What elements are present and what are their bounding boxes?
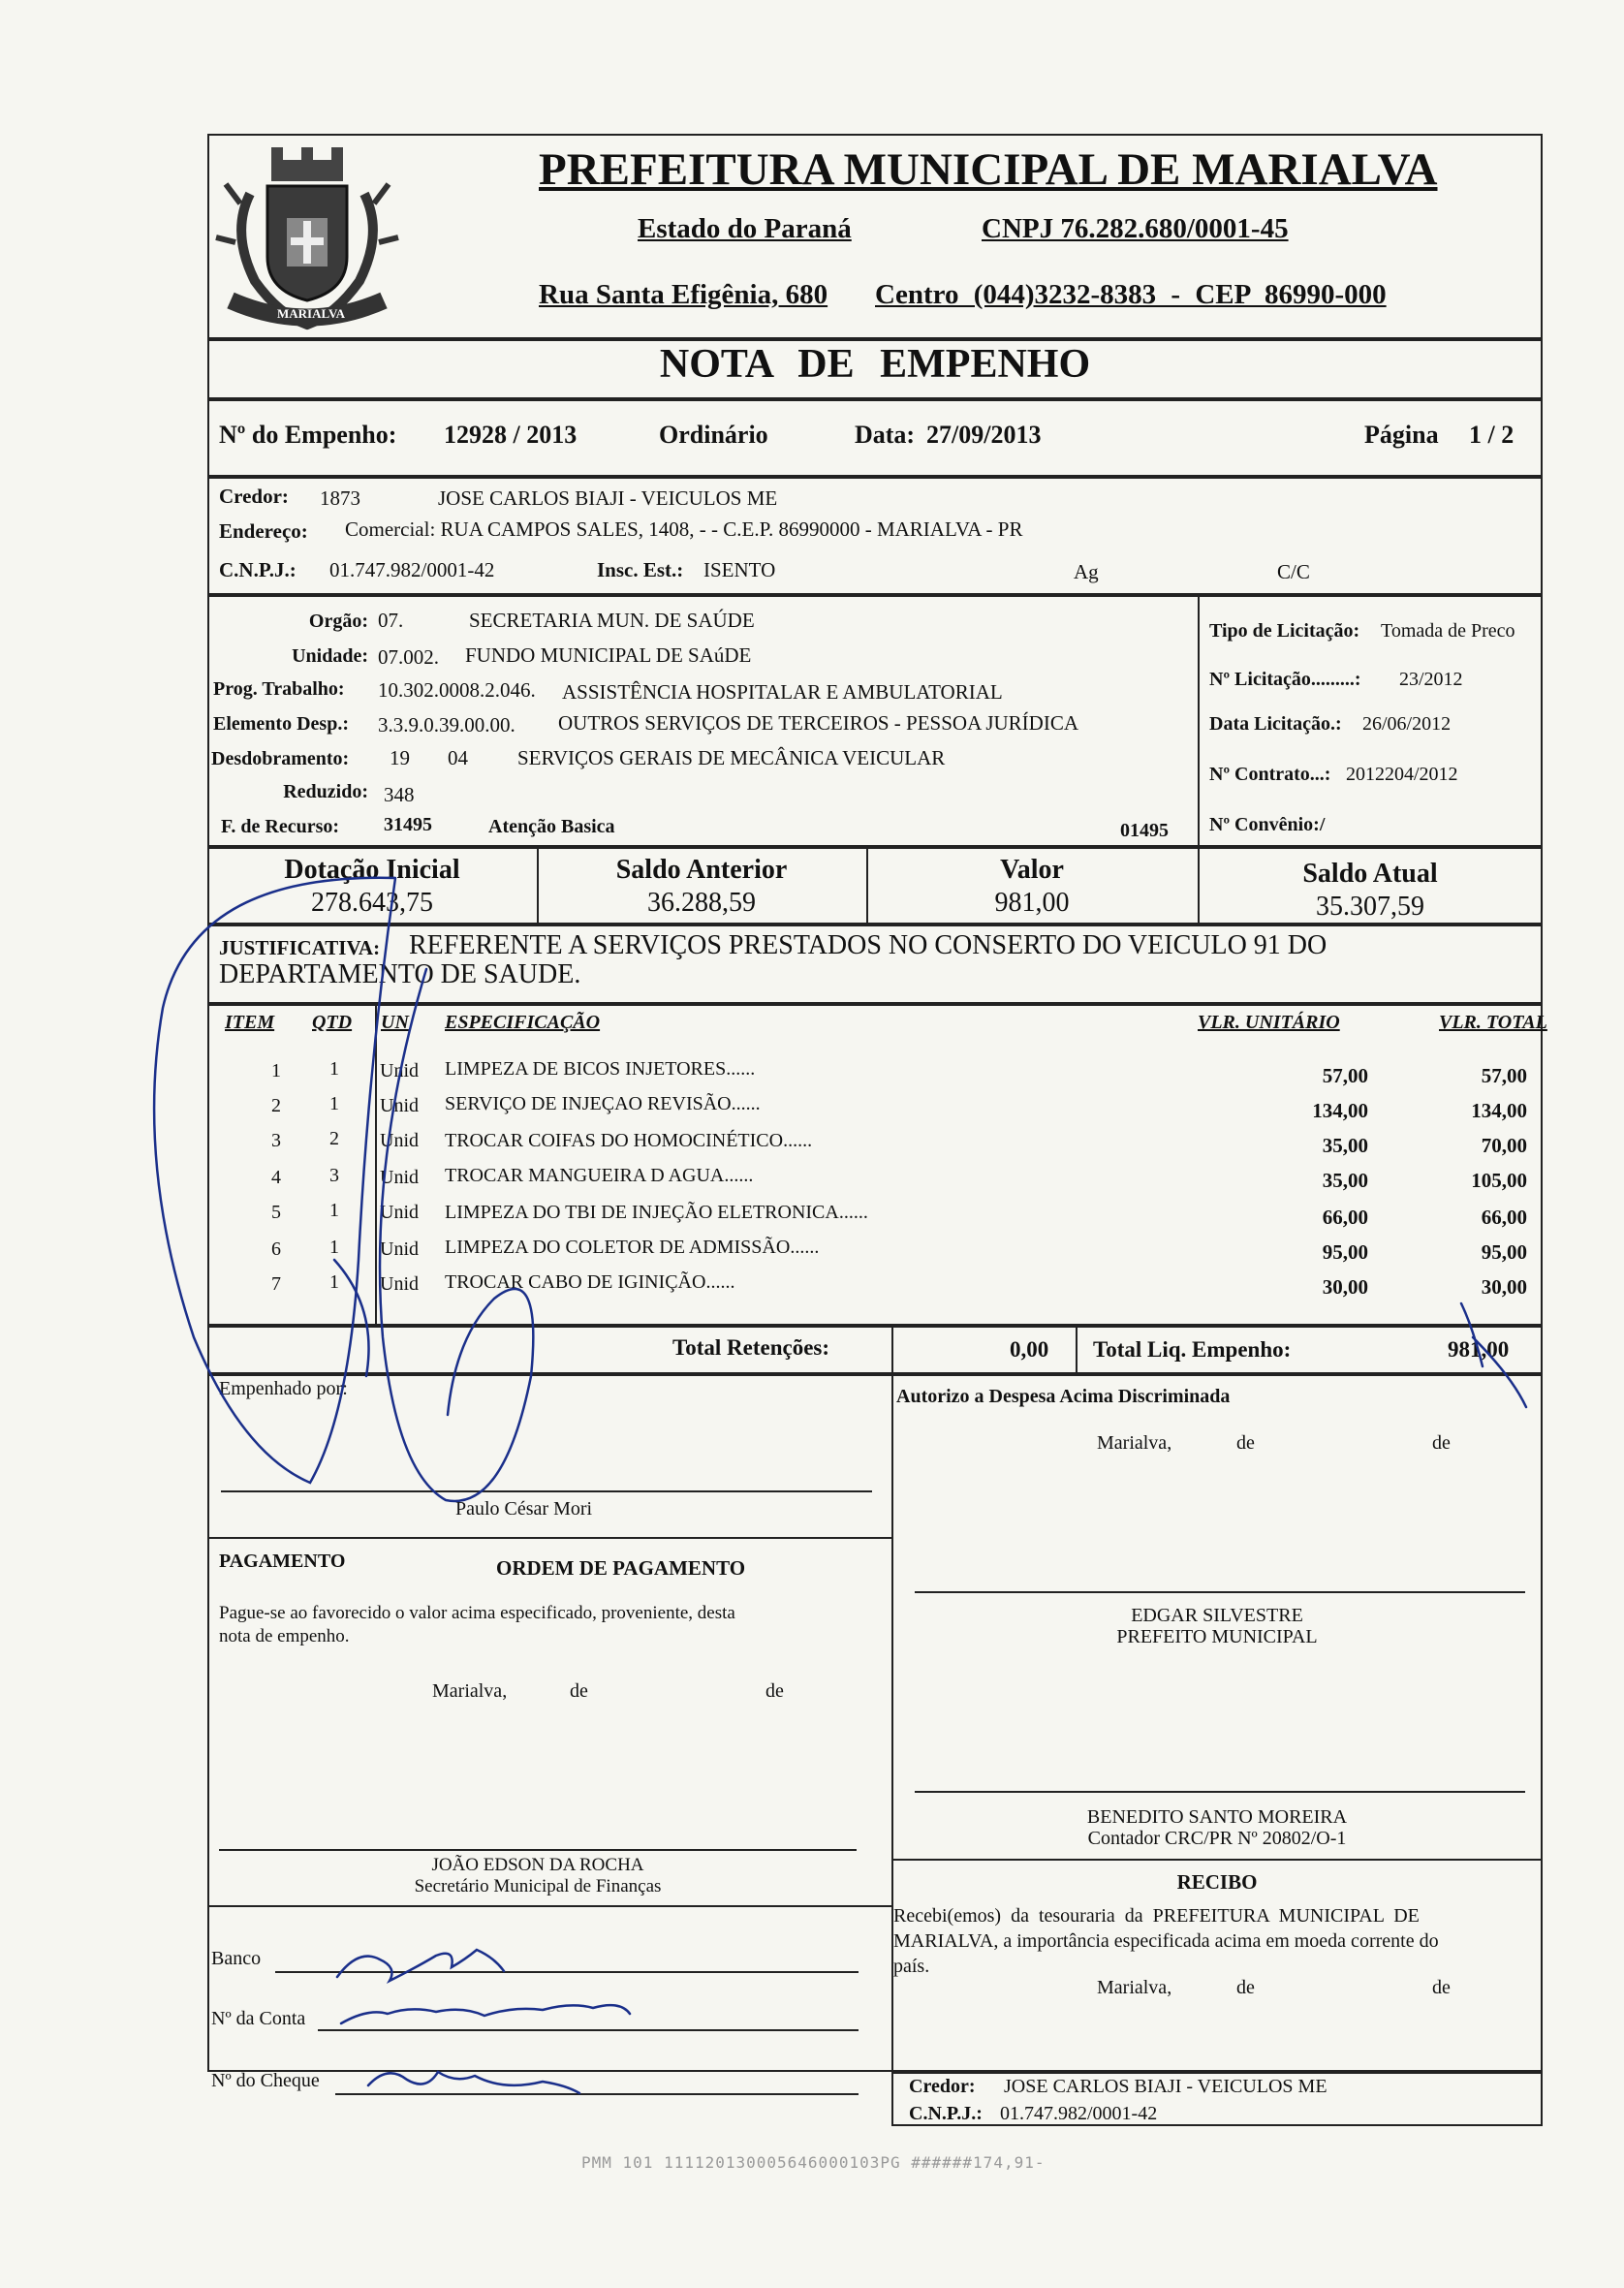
- item-qtd: 1: [329, 1200, 339, 1221]
- item-number: 5: [271, 1202, 281, 1223]
- item-total: 30,00: [1481, 1275, 1527, 1299]
- recibo-top-divider: [891, 1859, 1543, 1861]
- item-un: Unid: [380, 1060, 419, 1081]
- valor-value: 981,00: [994, 888, 1070, 918]
- recibo-place: Marialva,: [1097, 1977, 1172, 1998]
- item-number: 4: [271, 1167, 281, 1188]
- item-number: 3: [271, 1130, 281, 1151]
- recibo-cnpj: 01.747.982/0001-42: [1000, 2103, 1158, 2124]
- empenho-date-label: Data:: [855, 421, 916, 449]
- dotacao-label: Dotação Inicial: [284, 855, 460, 885]
- item-total: 95,00: [1481, 1240, 1527, 1264]
- elem-label: Elemento Desp.:: [213, 713, 349, 735]
- creditor-ag-label: Ag: [1074, 560, 1099, 583]
- item-unit-price: 35,00: [1322, 1169, 1368, 1192]
- item-unit-price: 35,00: [1322, 1134, 1368, 1157]
- elem-name: OUTROS SERVIÇOS DE TERCEIROS - PESSOA JURÍDICA: [558, 711, 1079, 735]
- cheque-line: [335, 2093, 859, 2095]
- convenio-label: Nº Convênio:/: [1209, 814, 1326, 835]
- desd-code: 19: [390, 746, 410, 769]
- elem-code: 3.3.9.0.39.00.00.: [378, 713, 515, 737]
- empenhado-signature-line: [221, 1490, 872, 1492]
- empenho-number: 12928 / 2013: [444, 421, 578, 449]
- item-qtd: 2: [329, 1128, 339, 1149]
- item-total: 134,00: [1471, 1099, 1527, 1122]
- total-retencoes-label: Total Retenções:: [672, 1335, 830, 1360]
- banco-label: Banco: [211, 1948, 262, 1969]
- unidade-code: 07.002.: [378, 645, 439, 669]
- tipo-licitacao: Tomada de Preco: [1381, 620, 1515, 642]
- recibo-cnpj-label: C.N.P.J.:: [909, 2103, 983, 2124]
- creditor-cc-label: C/C: [1277, 560, 1310, 583]
- cheque-label: Nº do Cheque: [211, 2070, 320, 2091]
- item-spec: TROCAR MANGUEIRA D AGUA......: [445, 1165, 754, 1186]
- recurso-label: F. de Recurso:: [221, 816, 340, 837]
- footer-stamp: PMM 101 111120130005646000103PG ######174,91-: [581, 2153, 1046, 2172]
- reduzido-label: Reduzido:: [283, 781, 368, 802]
- saldo-atual-value: 35.307,59: [1316, 892, 1424, 922]
- licitacao-data: 26/06/2012: [1362, 713, 1452, 735]
- pagamento-text-1: Pague-se ao favorecido o valor acima especificado, proveniente, desta: [219, 1603, 735, 1623]
- conta-line: [318, 2029, 859, 2031]
- totals-divider-2: [1076, 1326, 1077, 1374]
- licitacao-data-label: Data Licitação.:: [1209, 713, 1342, 735]
- items-col-item: ITEM: [225, 1012, 275, 1033]
- autorizo-de-2: de: [1432, 1432, 1451, 1454]
- totals-divider-1: [891, 1326, 893, 1374]
- item-spec: LIMPEZA DE BICOS INJETORES......: [445, 1058, 756, 1080]
- banco-line: [275, 1971, 859, 1973]
- secretario-signature-line: [219, 1849, 857, 1851]
- recibo-text-1: Recebi(emos) da tesouraria da PREFEITURA MUNICIPAL DE: [893, 1905, 1420, 1927]
- empenho-type: Ordinário: [659, 421, 768, 449]
- justificativa-line1: REFERENTE A SERVIÇOS PRESTADOS NO CONSERTO DO VEICULO 91 DO: [409, 930, 1327, 960]
- justificativa-label: JUSTIFICATIVA:: [219, 936, 381, 959]
- creditor-address-label: Endereço:: [219, 519, 308, 543]
- budget-divider: [1198, 595, 1200, 847]
- item-number: 2: [271, 1095, 281, 1116]
- autorizo-place: Marialva,: [1097, 1432, 1172, 1454]
- page-number: 1 / 2: [1469, 421, 1515, 449]
- doc-title: NOTA DE EMPENHO: [659, 342, 1091, 387]
- item-spec: TROCAR CABO DE IGINIÇÃO......: [445, 1271, 735, 1293]
- contrato-number: 2012204/2012: [1346, 764, 1458, 785]
- empenhado-name: Paulo César Mori: [455, 1498, 593, 1520]
- licitacao-num: 23/2012: [1399, 669, 1463, 690]
- item-total: 105,00: [1471, 1169, 1527, 1192]
- pagamento-text-2: nota de empenho.: [219, 1626, 350, 1646]
- contador-name: BENEDITO SANTO MOREIRA: [1086, 1806, 1348, 1828]
- item-un: Unid: [380, 1273, 419, 1295]
- saldo-anterior-value: 36.288,59: [647, 888, 756, 918]
- item-un: Unid: [380, 1202, 419, 1223]
- recibo-credor-name: JOSE CARLOS BIAJI - VEICULOS ME: [1004, 2076, 1327, 2097]
- item-unit-price: 30,00: [1322, 1275, 1368, 1299]
- item-number: 7: [271, 1273, 281, 1295]
- saldo-atual-label: Saldo Atual: [1302, 859, 1438, 889]
- item-un: Unid: [380, 1238, 419, 1260]
- dotacao-value: 278.643,75: [311, 888, 433, 918]
- item-qtd: 3: [329, 1165, 339, 1186]
- coat-of-arms-banner: MARIALVA: [277, 306, 346, 321]
- prog-code: 10.302.0008.2.046.: [378, 678, 536, 702]
- prog-name: ASSISTÊNCIA HOSPITALAR E AMBULATORIAL: [562, 680, 1003, 704]
- contrato-label: Nº Contrato...:: [1209, 764, 1331, 785]
- creditor-insc: ISENTO: [703, 558, 776, 581]
- item-number: 6: [271, 1238, 281, 1260]
- orgao-name: SECRETARIA MUN. DE SAÚDE: [469, 609, 755, 632]
- recibo-text-2: MARIALVA, a importância especificada acima em moeda corrente do: [893, 1930, 1439, 1952]
- item-un: Unid: [380, 1095, 419, 1116]
- header-contact: Centro (044)3232-8383 - CEP 86990-000: [875, 279, 1387, 310]
- items-col-qtd: QTD: [312, 1012, 353, 1033]
- prefeito-name: EDGAR SILVESTRE: [1131, 1605, 1303, 1626]
- totals-box: [207, 1326, 1543, 1374]
- saldo-anterior-label: Saldo Anterior: [615, 855, 788, 885]
- desd-label: Desdobramento:: [211, 748, 350, 769]
- creditor-cnpj-label: C.N.P.J.:: [219, 558, 297, 581]
- item-spec: SERVIÇO DE INJEÇAO REVISÃO......: [445, 1093, 761, 1114]
- autorizo-label: Autorizo a Despesa Acima Discriminada: [896, 1386, 1231, 1407]
- item-total: 66,00: [1481, 1206, 1527, 1229]
- items-col-unit: VLR. UNITÁRIO: [1198, 1012, 1340, 1033]
- item-qtd: 1: [329, 1058, 339, 1080]
- prefeito-title: PREFEITO MUNICIPAL: [1116, 1626, 1318, 1647]
- page-label: Página: [1364, 421, 1439, 449]
- secretario-title: Secretário Municipal de Finanças: [414, 1876, 662, 1896]
- item-spec: TROCAR COIFAS DO HOMOCINÉTICO......: [445, 1130, 813, 1151]
- secretario-section-divider: [207, 1905, 891, 1907]
- reduzido-code: 348: [384, 783, 415, 806]
- empenhado-label: Empenhado por:: [219, 1378, 348, 1399]
- page-title: PREFEITURA MUNICIPAL DE MARIALVA: [539, 144, 1438, 195]
- header-state: Estado do Paraná: [638, 213, 852, 244]
- item-spec: LIMPEZA DO TBI DE INJEÇÃO ELETRONICA......: [445, 1202, 868, 1223]
- contador-title: Contador CRC/PR Nº 20802/O-1: [1087, 1828, 1347, 1849]
- creditor-insc-label: Insc. Est.:: [597, 558, 684, 581]
- creditor-name: JOSE CARLOS BIAJI - VEICULOS ME: [438, 486, 778, 510]
- secretario-name: JOÃO EDSON DA ROCHA: [431, 1855, 644, 1875]
- recibo-de-1: de: [1236, 1977, 1255, 1998]
- recurso-name: Atenção Basica: [488, 816, 615, 837]
- items-col-total: VLR. TOTAL: [1439, 1012, 1547, 1033]
- item-unit-price: 134,00: [1312, 1099, 1368, 1122]
- unidade-label: Unidade:: [292, 645, 368, 667]
- creditor-cnpj: 01.747.982/0001-42: [329, 558, 495, 581]
- empenho-date: 27/09/2013: [926, 421, 1042, 449]
- recibo-label: RECIBO: [1176, 1870, 1258, 1894]
- contador-signature-line: [915, 1791, 1525, 1793]
- item-total: 57,00: [1481, 1064, 1527, 1087]
- unidade-name: FUNDO MUNICIPAL DE SAúDE: [465, 643, 752, 667]
- orgao-code: 07.: [378, 609, 404, 632]
- recibo-de-2: de: [1432, 1977, 1451, 1998]
- tipo-licitacao-label: Tipo de Licitação:: [1209, 620, 1360, 642]
- empenho-number-label: Nº do Empenho:: [219, 421, 397, 449]
- item-unit-price: 66,00: [1322, 1206, 1368, 1229]
- valor-label: Valor: [1000, 855, 1064, 885]
- autorizo-de-1: de: [1236, 1432, 1255, 1454]
- justificativa-line2: DEPARTAMENTO DE SAUDE.: [219, 959, 581, 989]
- total-liquido-value: 981,00: [1448, 1337, 1510, 1362]
- ordem-pagamento-label: ORDEM DE PAGAMENTO: [496, 1556, 746, 1580]
- empenhado-section-divider: [207, 1537, 891, 1539]
- item-unit-price: 57,00: [1322, 1064, 1368, 1087]
- item-un: Unid: [380, 1167, 419, 1188]
- pagamento-de-2: de: [765, 1680, 784, 1702]
- prefeito-signature-line: [915, 1591, 1525, 1593]
- conta-label: Nº da Conta: [211, 2008, 306, 2029]
- header-cnpj: CNPJ 76.282.680/0001-45: [982, 213, 1289, 244]
- licitacao-num-label: Nº Licitação.........:: [1209, 669, 1361, 690]
- coat-of-arms-logo: [211, 136, 403, 334]
- desd-sub: 04: [448, 746, 468, 769]
- recibo-credor-label: Credor:: [909, 2076, 976, 2097]
- item-qtd: 1: [329, 1093, 339, 1114]
- pagamento-place: Marialva,: [432, 1680, 508, 1702]
- item-number: 1: [271, 1060, 281, 1081]
- pagamento-de-1: de: [570, 1680, 588, 1702]
- item-spec: LIMPEZA DO COLETOR DE ADMISSÃO......: [445, 1237, 820, 1258]
- total-liquido-label: Total Liq. Empenho:: [1093, 1337, 1292, 1362]
- item-unit-price: 95,00: [1322, 1240, 1368, 1264]
- creditor-code: 1873: [320, 486, 360, 510]
- item-un: Unid: [380, 1130, 419, 1151]
- creditor-label: Credor:: [219, 485, 289, 508]
- items-col-un: UN: [381, 1012, 409, 1033]
- signature-section-box: [207, 1374, 1543, 2072]
- items-divider: [375, 1004, 377, 1326]
- total-retencoes-value: 0,00: [1010, 1337, 1049, 1362]
- item-total: 70,00: [1481, 1134, 1527, 1157]
- creditor-address: Comercial: RUA CAMPOS SALES, 1408, - - C.E.P. 86990000 - MARIALVA - PR: [345, 517, 1023, 541]
- header-address: Rua Santa Efigênia, 680: [539, 279, 828, 310]
- recurso-code: 31495: [384, 814, 432, 835]
- orgao-label: Orgão:: [308, 611, 368, 632]
- desd-name: SERVIÇOS GERAIS DE MECÂNICA VEICULAR: [517, 746, 946, 769]
- recurso-right: 01495: [1120, 820, 1169, 841]
- prog-label: Prog. Trabalho:: [213, 678, 345, 700]
- pagamento-label: PAGAMENTO: [219, 1551, 346, 1572]
- item-qtd: 1: [329, 1271, 339, 1293]
- items-col-spec: ESPECIFICAÇÃO: [445, 1012, 601, 1033]
- recibo-text-3: país.: [893, 1956, 930, 1977]
- item-qtd: 1: [329, 1237, 339, 1258]
